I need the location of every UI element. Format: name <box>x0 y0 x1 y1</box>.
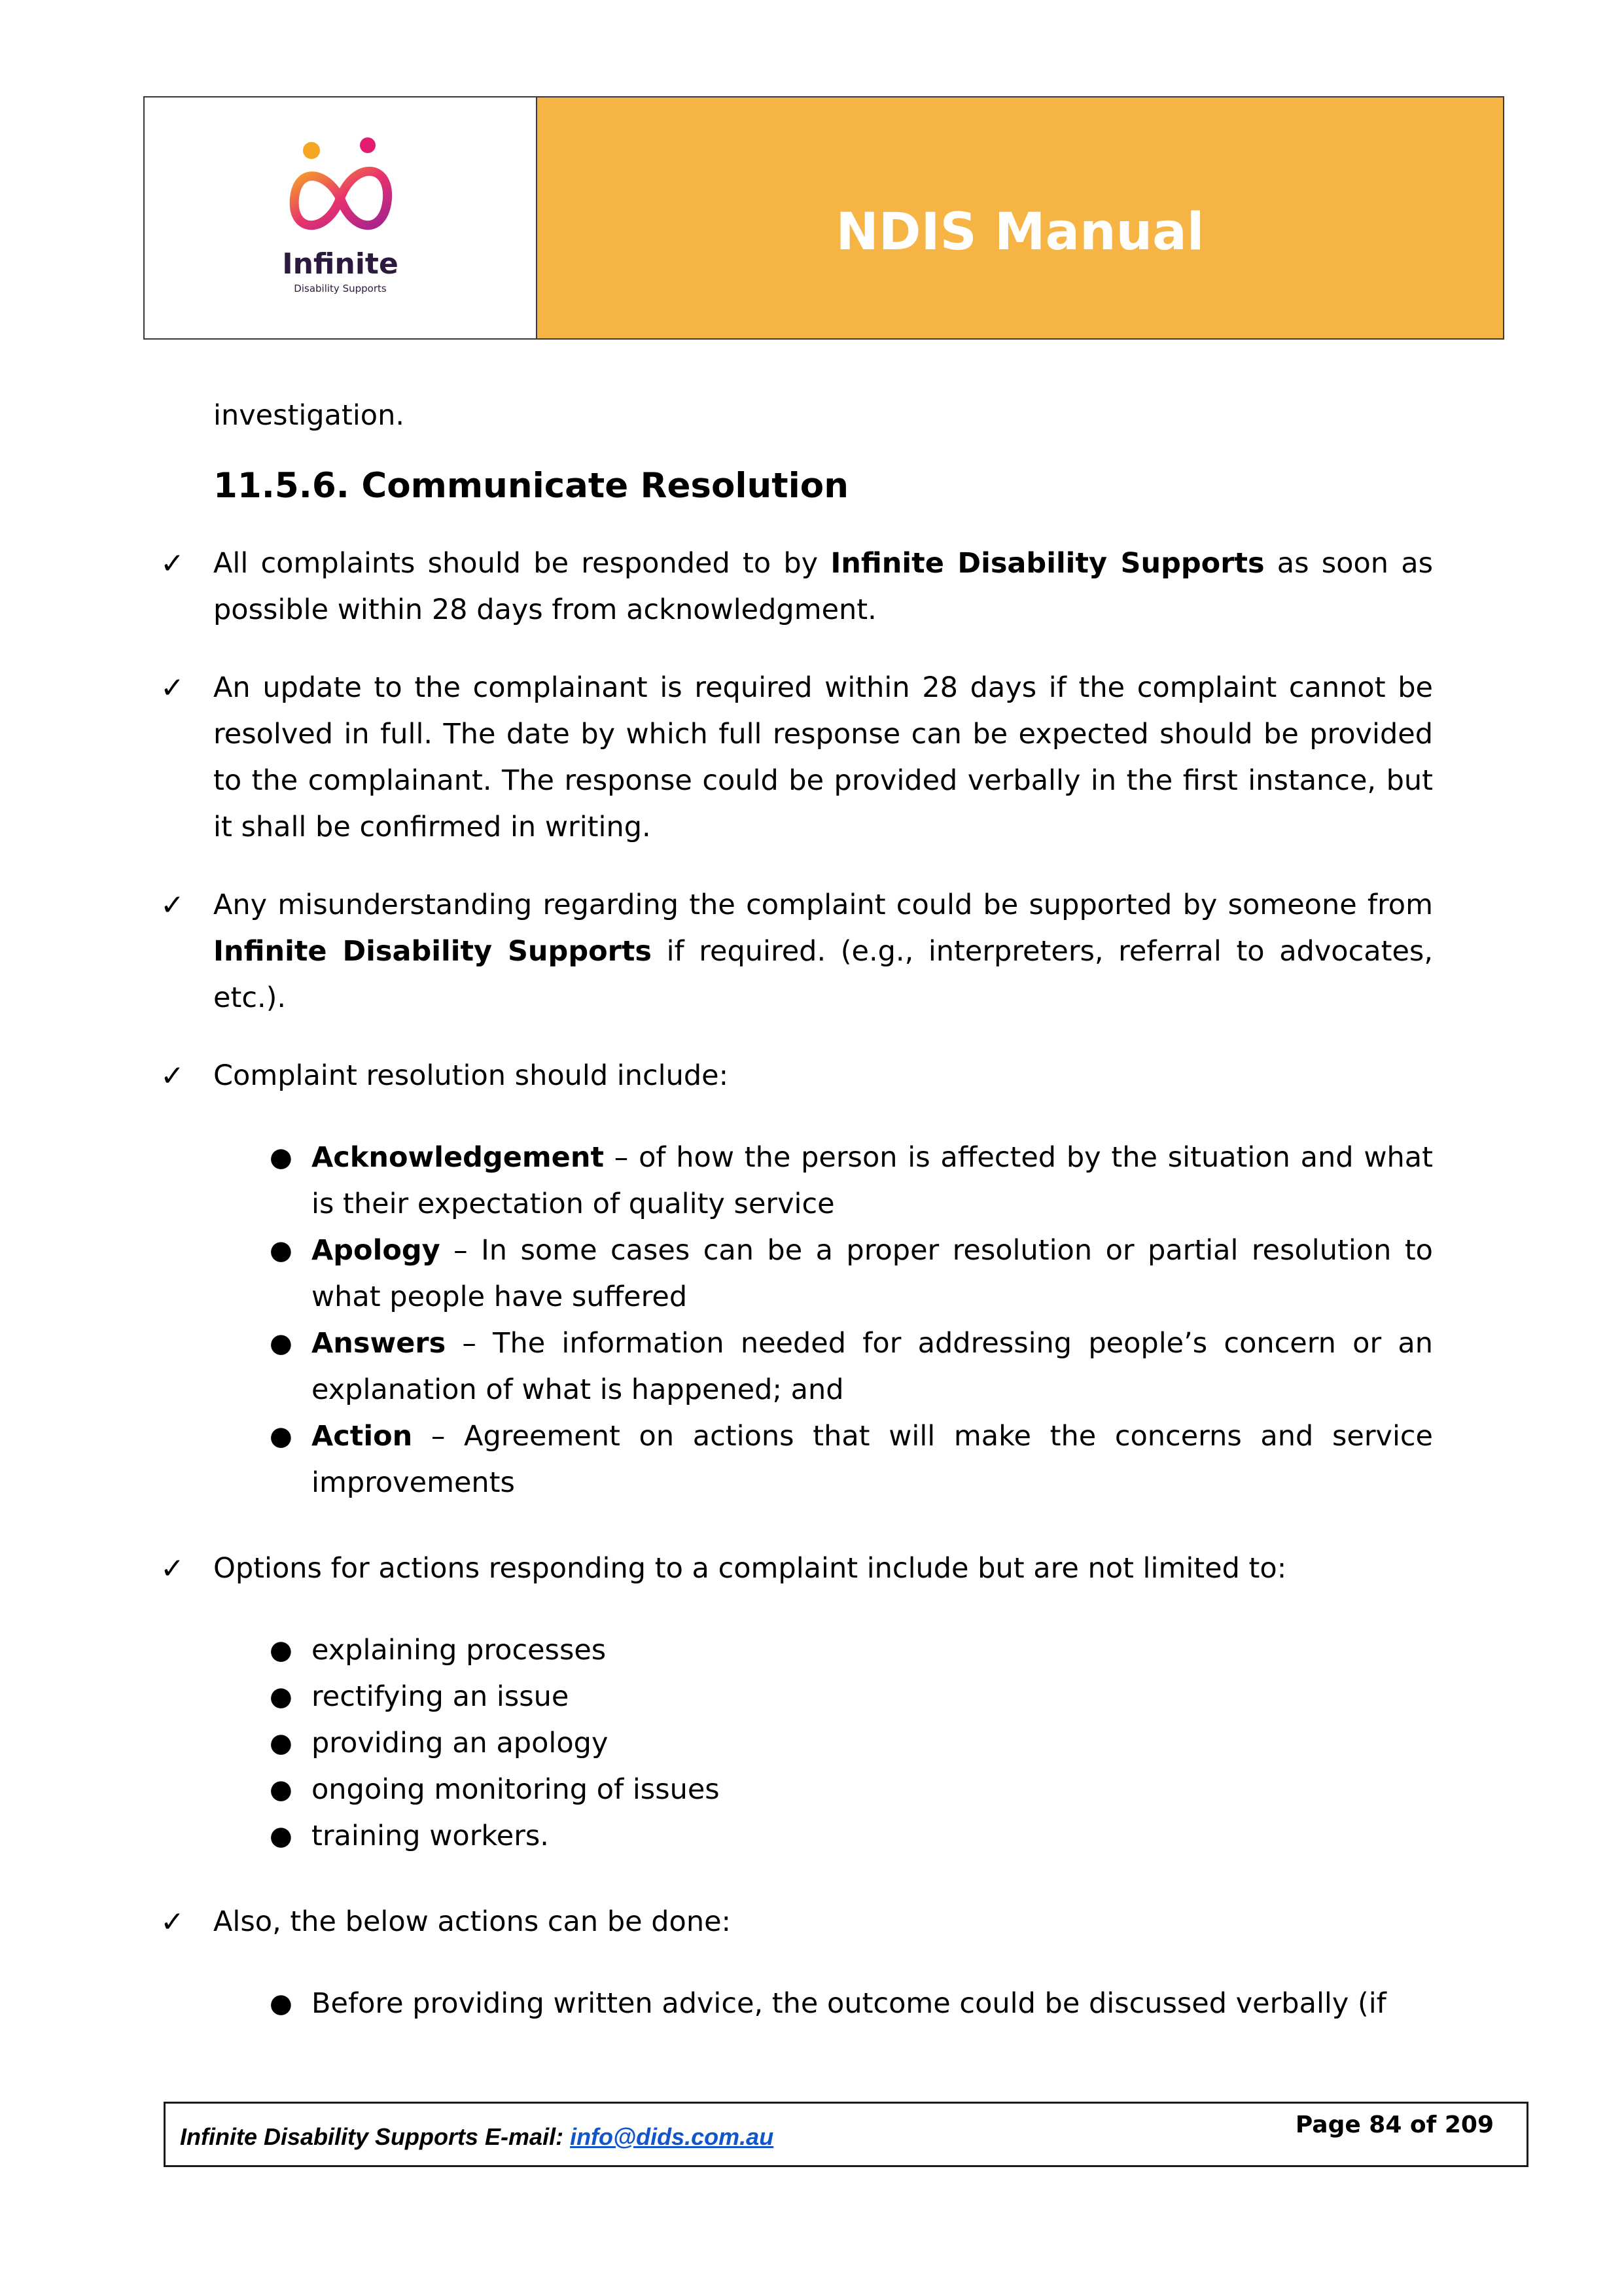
company-name: Infinite Disability Supports <box>830 547 1265 580</box>
check-item-2: ✓ An update to the complainant is required within 28 days if the complaint cannot be resolved in full. The date by which full response can be expected should be provided to the complainant. The response could be provided verbally in the first instance, but it shall be confirmed in writing. <box>157 665 1433 851</box>
section-heading: 11.5.6. Communicate Resolution <box>213 466 849 506</box>
email-link[interactable]: info@dids.com.au <box>570 2123 774 2150</box>
also-sublist <box>157 1981 1433 2027</box>
list-item: ● providing an apology <box>157 1720 1433 1767</box>
checkmark-icon: ✓ <box>160 1552 185 1585</box>
infinite-logo <box>275 136 406 300</box>
checkmark-icon: ✓ <box>160 547 185 580</box>
checkmark-icon: ✓ <box>160 1905 185 1939</box>
footer-contact <box>180 2123 773 2151</box>
list-item: ● Apology – In some cases can be a proper resolution or partial resolution to what people have suffered <box>157 1227 1433 1320</box>
logo-tagline: Disability Supports <box>294 283 387 294</box>
logo-cell <box>145 97 537 338</box>
bullet-icon: ● <box>270 1235 292 1265</box>
checkmark-icon: ✓ <box>160 1059 185 1093</box>
check-item-6: ✓ Also, the below actions can be done: <box>157 1899 1433 1945</box>
checkmark-icon: ✓ <box>160 889 185 922</box>
title-cell <box>537 97 1503 338</box>
page-content <box>157 393 1433 2027</box>
list-item: ● training workers. <box>157 1813 1433 1860</box>
bullet-icon: ● <box>270 1775 292 1805</box>
page-footer <box>164 2102 1528 2167</box>
checkmark-icon: ✓ <box>160 671 185 705</box>
list-item: ● Action – Agreement on actions that will make the concerns and service improvements <box>157 1413 1433 1506</box>
list-item: ● rectifying an issue <box>157 1674 1433 1720</box>
list-item: ● ongoing monitoring of issues <box>157 1767 1433 1813</box>
list-item: ● explaining processes <box>157 1627 1433 1674</box>
document-title: NDIS Manual <box>836 203 1205 262</box>
actions-sublist-block <box>157 1627 1433 1860</box>
resolution-sublist <box>157 1135 1433 1506</box>
list-item: ● Answers – The information needed for addressing people’s concern or an explanation of what is happened; and <box>157 1320 1433 1413</box>
resolution-sublist-block <box>157 1135 1433 1506</box>
page-header <box>143 96 1504 340</box>
company-name: Infinite Disability Supports <box>213 935 652 968</box>
check-item-4: ✓ Complaint resolution should include: <box>157 1053 1433 1099</box>
bullet-icon: ● <box>270 1142 292 1173</box>
continuation-text: investigation. <box>213 399 404 432</box>
list-item: ● Acknowledgement – of how the person is affected by the situation and what is their expectation of quality service <box>157 1135 1433 1227</box>
bullet-icon: ● <box>270 1328 292 1358</box>
check-item-3: ✓ Any misunderstanding regarding the complaint could be supported by someone from Infinite Disability Supports if required. (e.g., interpreters, referral to advocates, etc.). <box>157 882 1433 1021</box>
check-item-1: ✓ All complaints should be responded to by Infinite Disability Supports as soon as possible within 28 days from acknowledgment. <box>157 540 1433 633</box>
actions-sublist <box>157 1627 1433 1860</box>
bullet-icon: ● <box>270 1682 292 1712</box>
page-number: Page 84 of 209 <box>1295 2111 1494 2138</box>
bullet-icon: ● <box>270 1988 292 2019</box>
bullet-icon: ● <box>270 1635 292 1665</box>
footer-company: Infinite Disability Supports E-mail: <box>180 2123 571 2150</box>
bullet-icon: ● <box>270 1821 292 1851</box>
logo-name: Infinite <box>282 247 398 281</box>
check-item-5: ✓ Options for actions responding to a complaint include but are not limited to: <box>157 1545 1433 1592</box>
bullet-icon: ● <box>270 1728 292 1758</box>
list-item: ● Before providing written advice, the outcome could be discussed verbally (if <box>157 1981 1433 2027</box>
bullet-icon: ● <box>270 1421 292 1451</box>
